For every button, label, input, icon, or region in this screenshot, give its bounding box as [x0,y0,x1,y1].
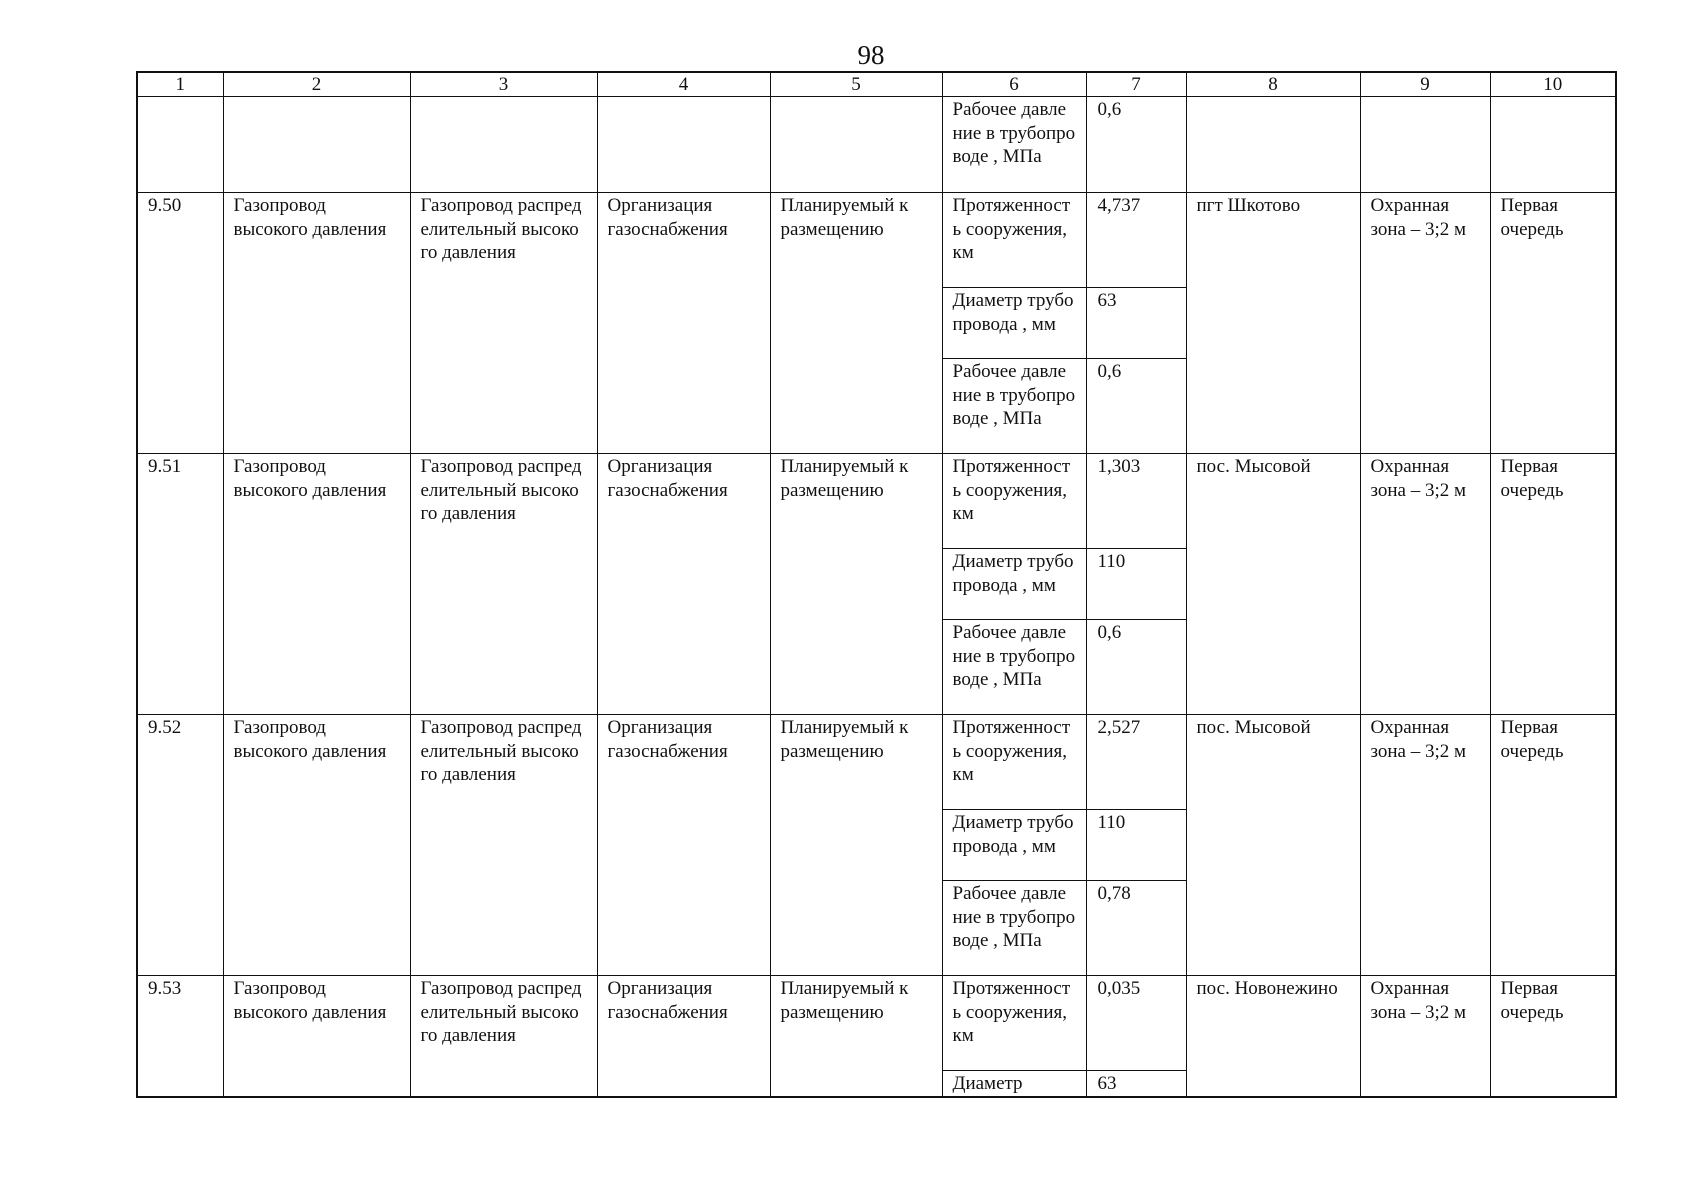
empty-cell [770,97,942,193]
param-label: Протяженность сооружения, км [942,715,1086,810]
empty-cell [597,97,770,193]
empty-cell [137,97,223,193]
column-number: 9 [1360,72,1490,97]
implementation-queue: Первая очередь [1490,715,1616,976]
param-value: 0,6 [1086,97,1186,193]
param-value: 0,78 [1086,881,1186,976]
record-number: 9.53 [137,976,223,1097]
object-name: Газопровод высокого давления [223,715,410,976]
protection-zone: Охранная зона – 3;2 м [1360,715,1490,976]
param-value: 4,737 [1086,193,1186,288]
object-type: Газопровод распределительный высокого давления [410,454,597,715]
param-label: Диаметр трубопровода , мм [942,549,1086,620]
column-number: 10 [1490,72,1616,97]
empty-cell [1186,97,1360,193]
param-value: 0,6 [1086,359,1186,454]
object-status: Планируемый к размещению [770,454,942,715]
param-value: 63 [1086,1071,1186,1097]
param-label: Протяженность сооружения, км [942,193,1086,288]
column-number: 4 [597,72,770,97]
page-number: 98 [857,40,885,70]
record-number: 9.50 [137,193,223,454]
object-type: Газопровод распределительный высокого давления [410,976,597,1097]
record-row [137,976,1616,1071]
record-row [137,193,1616,288]
param-label: Рабочее давление в трубопроводе , МПа [942,97,1086,193]
column-number: 8 [1186,72,1360,97]
object-purpose: Организация газоснабжения [597,715,770,976]
column-number: 3 [410,72,597,97]
protection-zone: Охранная зона – 3;2 м [1360,454,1490,715]
param-value: 0,035 [1086,976,1186,1071]
implementation-queue: Первая очередь [1490,193,1616,454]
object-purpose: Организация газоснабжения [597,454,770,715]
object-type: Газопровод распределительный высокого давления [410,193,597,454]
object-status: Планируемый к размещению [770,193,942,454]
param-value: 63 [1086,288,1186,359]
column-number: 6 [942,72,1086,97]
empty-cell [1490,97,1616,193]
param-label: Диаметр трубопровода , мм [942,288,1086,359]
record-row [137,715,1616,810]
param-value: 0,6 [1086,620,1186,715]
object-type: Газопровод распределительный высокого давления [410,715,597,976]
param-value: 110 [1086,810,1186,881]
object-location: пос. Мысовой [1186,715,1360,976]
object-status: Планируемый к размещению [770,715,942,976]
object-purpose: Организация газоснабжения [597,976,770,1097]
protection-zone: Охранная зона – 3;2 м [1360,976,1490,1097]
param-label: Диаметр трубопровода , мм [942,810,1086,881]
param-label: Протяженность сооружения, км [942,976,1086,1071]
record-number: 9.52 [137,715,223,976]
param-label: Диаметр [942,1071,1086,1097]
object-location: пгт Шкотово [1186,193,1360,454]
param-label: Рабочее давление в трубопроводе , МПа [942,620,1086,715]
column-number: 7 [1086,72,1186,97]
empty-cell [410,97,597,193]
protection-zone: Охранная зона – 3;2 м [1360,193,1490,454]
implementation-queue: Первая очередь [1490,976,1616,1097]
planned-objects-table [136,71,1617,1098]
column-number: 2 [223,72,410,97]
column-number: 1 [137,72,223,97]
object-location: пос. Мысовой [1186,454,1360,715]
object-name: Газопровод высокого давления [223,454,410,715]
param-label: Рабочее давление в трубопроводе , МПа [942,359,1086,454]
param-value: 110 [1086,549,1186,620]
column-number-row [137,72,1616,97]
record-row [137,454,1616,549]
param-label: Рабочее давление в трубопроводе , МПа [942,881,1086,976]
param-label: Протяженность сооружения, км [942,454,1086,549]
continuation-row [137,97,1616,193]
empty-cell [223,97,410,193]
param-value: 2,527 [1086,715,1186,810]
object-status: Планируемый к размещению [770,976,942,1097]
object-name: Газопровод высокого давления [223,193,410,454]
object-location: пос. Новонежино [1186,976,1360,1097]
param-value: 1,303 [1086,454,1186,549]
implementation-queue: Первая очередь [1490,454,1616,715]
record-number: 9.51 [137,454,223,715]
object-purpose: Организация газоснабжения [597,193,770,454]
column-number: 5 [770,72,942,97]
object-name: Газопровод высокого давления [223,976,410,1097]
empty-cell [1360,97,1490,193]
